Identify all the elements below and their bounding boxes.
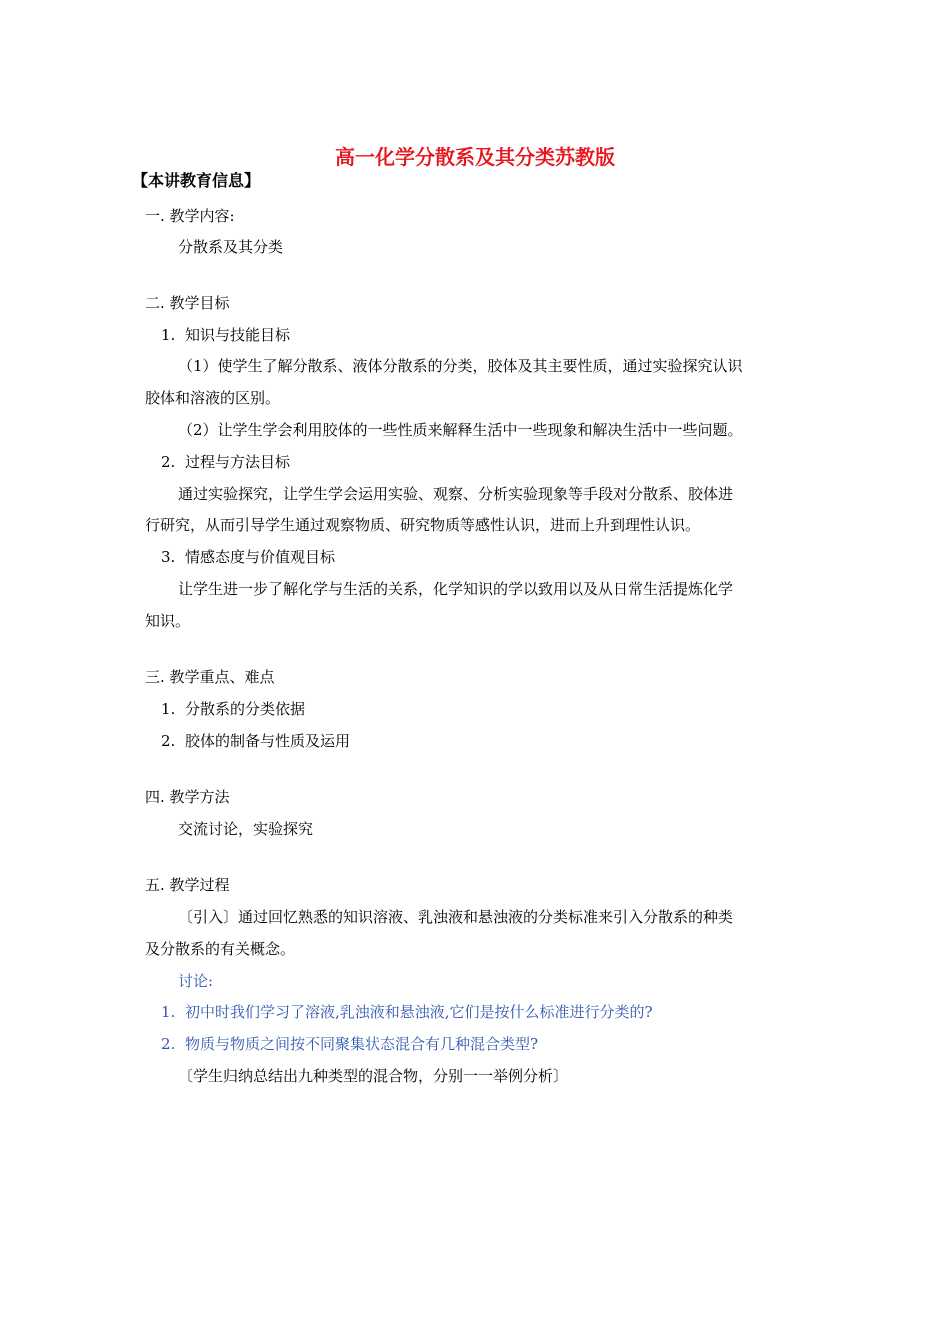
keypoint-1 xyxy=(161,698,305,720)
section-4-content: 交流讨论，实验探究 xyxy=(178,820,314,838)
intro-line-2: 及分散系的有关概念。 xyxy=(145,940,296,958)
goal-1-paragraph-1-line-2: 胶体和溶液的区别。 xyxy=(145,389,281,407)
keypoint-1-number: 1. xyxy=(161,700,176,718)
section-4-heading: 四. 教学方法 xyxy=(145,788,230,806)
keypoint-2-label: 胶体的制备与性质及运用 xyxy=(185,732,351,750)
intro-line-1: 〔引入〕通过回忆熟悉的知识溶液、乳浊液和悬浊液的分类标准来引入分散系的种类 xyxy=(178,908,734,926)
question-2-text: 物质与物质之间按不同聚集状态混合有几种混合类型? xyxy=(185,1035,539,1053)
section-5-heading: 五. 教学过程 xyxy=(145,876,230,894)
goal-2-title xyxy=(161,451,290,473)
discussion-question-2 xyxy=(161,1033,538,1055)
keypoint-1-label: 分散系的分类依据 xyxy=(185,700,306,718)
goal-2-paragraph-line-1: 通过实验探究，让学生学会运用实验、观察、分析实验现象等手段对分散系、胶体进 xyxy=(178,485,734,503)
discussion-label: 讨论: xyxy=(178,972,214,990)
discussion-question-1 xyxy=(161,1001,653,1023)
section-2-heading: 二. 教学目标 xyxy=(145,294,230,312)
goal-3-paragraph-line-1: 让学生进一步了解化学与生活的关系，化学知识的学以致用以及从日常生活提炼化学 xyxy=(178,580,734,598)
goal-3-title xyxy=(161,546,335,568)
section-1-heading: 一. 教学内容: xyxy=(145,207,235,225)
goal-1-number: 1. xyxy=(161,326,176,344)
question-1-text: 初中时我们学习了溶液,乳浊液和悬浊液,它们是按什么标准进行分类的? xyxy=(185,1003,653,1021)
question-2-number: 2. xyxy=(161,1035,176,1053)
section-3-heading: 三. 教学重点、难点 xyxy=(145,668,275,686)
document-title: 高一化学分散系及其分类苏教版 xyxy=(335,145,615,169)
goal-3-number: 3. xyxy=(161,548,176,566)
goal-2-paragraph-line-2: 行研究，从而引导学生通过观察物质、研究物质等感性认识，进而上升到理性认识。 xyxy=(145,516,701,534)
student-summary: 〔学生归纳总结出九种类型的混合物，分别一一举例分析〕 xyxy=(178,1067,569,1085)
keypoint-2 xyxy=(161,730,350,752)
goal-3-label: 情感态度与价值观目标 xyxy=(185,548,336,566)
goal-1-title xyxy=(161,324,290,346)
keypoint-2-number: 2. xyxy=(161,732,176,750)
goal-1-label: 知识与技能目标 xyxy=(185,326,291,344)
info-heading: 【本讲教育信息】 xyxy=(132,171,261,190)
goal-2-number: 2. xyxy=(161,453,176,471)
goal-3-paragraph-line-2: 知识。 xyxy=(145,612,191,630)
goal-1-paragraph-2: （2）让学生学会利用胶体的一些性质来解释生活中一些现象和解决生活中一些问题。 xyxy=(178,421,743,439)
section-1-content: 分散系及其分类 xyxy=(178,238,284,256)
goal-1-paragraph-1-line-1: （1）使学生了解分散系、液体分散系的分类，胶体及其主要性质，通过实验探究认识 xyxy=(178,357,743,375)
question-1-number: 1. xyxy=(161,1003,176,1021)
goal-2-label: 过程与方法目标 xyxy=(185,453,291,471)
